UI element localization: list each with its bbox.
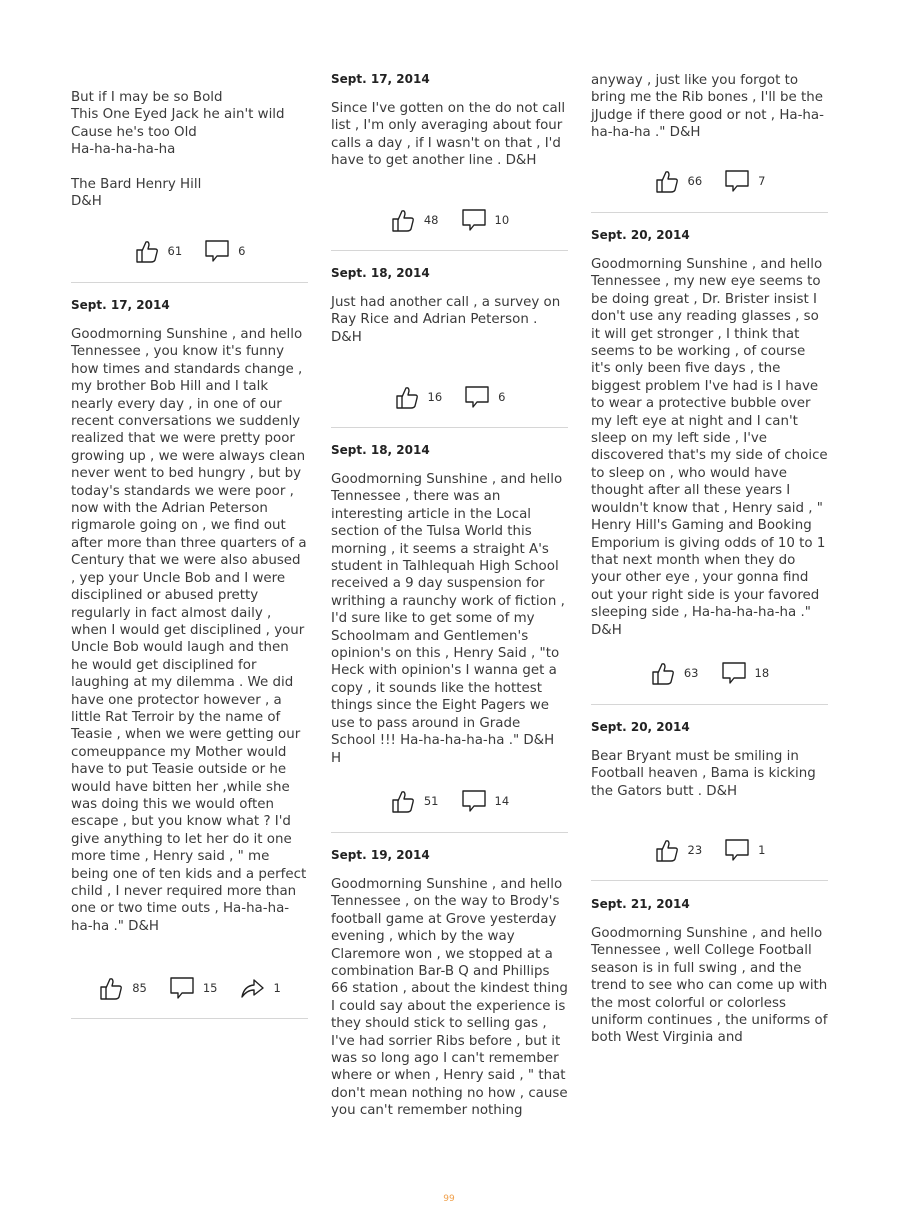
post-date: Sept. 21, 2014	[591, 897, 690, 911]
post-actions	[331, 786, 568, 816]
post	[591, 228, 828, 639]
post	[331, 266, 568, 346]
like-button[interactable]	[654, 168, 703, 194]
divider	[71, 1018, 308, 1019]
share-button[interactable]	[239, 975, 280, 1001]
divider	[331, 832, 568, 833]
like-button[interactable]	[98, 975, 147, 1001]
like-count: 63	[683, 666, 699, 680]
page-number: 99	[443, 1194, 455, 1204]
post-body: Goodmorning Sunshine , and hello Tennessee , well College Football season is in full swing , and the trend to see who can come up with the most colorful or colorless uniform continues , the uniforms of both West Virginia and	[591, 926, 828, 1046]
post-body: Bear Bryant must be smiling in Football heaven , Bama is kicking the Gators butt . D&H	[591, 749, 816, 799]
comment-button[interactable]	[461, 207, 510, 233]
post-actions	[71, 236, 308, 266]
like-count: 66	[687, 174, 703, 188]
post-actions	[331, 205, 568, 235]
post-date: Sept. 19, 2014	[331, 848, 430, 862]
post-continued	[71, 89, 308, 211]
like-button[interactable]	[650, 660, 699, 686]
comment-button[interactable]	[721, 660, 770, 686]
share-count: 1	[273, 981, 281, 995]
comment-count: 10	[494, 213, 510, 227]
like-count: 51	[423, 794, 439, 808]
comment-count: 1	[758, 843, 766, 857]
post	[331, 72, 568, 170]
share-arrow-icon	[239, 975, 265, 1001]
post-body: Goodmorning Sunshine , and hello Tennessee , my new eye seems to be doing great , Dr. Brister insist I don't use any reading glasses , so it will get stronger , I think that seems to be working , of course it's only been five days , the biggest problem I've had is I have to wear a protective bubble over my left eye at night and I can't sleep on my left side , I've discovered that's my side of choice to sleep on , who would have thought after all these years I wouldn't know that , Henry said , " Henry Hill's Gaming and Booking Emporium is giving odds of 10 to 1 that next month when they do your other eye , your gonna find out your right side is your favored sleeping side , Ha-ha-ha-ha-ha ." D&H	[591, 257, 828, 638]
comment-count: 18	[754, 666, 770, 680]
comment-count: 15	[202, 981, 218, 995]
speech-bubble-icon	[169, 975, 195, 1001]
post-body: anyway , just like you forgot to bring me the Rib bones , I'll be the jJudge if there good or not , Ha-ha-ha-ha-ha ." D&H	[591, 73, 824, 141]
like-count: 61	[167, 244, 183, 258]
post-date: Sept. 20, 2014	[591, 720, 690, 734]
post-body: Just had another call , a survey on Ray Rice and Adrian Peterson . D&H	[331, 295, 561, 345]
post-continued	[591, 72, 828, 142]
thumbs-up-icon	[654, 837, 680, 863]
comment-button[interactable]	[204, 238, 245, 264]
post-actions	[331, 382, 568, 412]
comment-button[interactable]	[724, 168, 765, 194]
comment-button[interactable]	[724, 837, 765, 863]
post	[331, 848, 568, 1120]
post-actions	[591, 658, 828, 688]
post-body: Goodmorning Sunshine , and hello Tennessee , on the way to Brody's football game at Grove yesterday evening , which by the way Claremore won , we stopped at a combination Bar-B Q and Phillips 66 station , about the kindest thing I could say about the experience is they should stick to selling gas , I've had sorrier Ribs before , but it was so long ago I can't remember where or when , Henry said , " that don't mean nothing no how , cause you can't remember nothing	[331, 877, 568, 1119]
post	[331, 443, 568, 767]
post-body: But if I may be so Bold This One Eyed Jack he ain't wild Cause he's too Old Ha-ha-ha-ha-ha The Bard Henry Hill D&H	[71, 90, 285, 210]
comment-count: 6	[498, 390, 506, 404]
post	[591, 897, 828, 1047]
speech-bubble-icon	[724, 168, 750, 194]
like-count: 23	[687, 843, 703, 857]
speech-bubble-icon	[721, 660, 747, 686]
divider	[331, 250, 568, 251]
post-date: Sept. 18, 2014	[331, 266, 430, 280]
speech-bubble-icon	[461, 788, 487, 814]
like-button[interactable]	[394, 384, 443, 410]
post-body: Since I've gotten on the do not call list , I'm only averaging about four calls a day , if I wasn't on that , I'd have to get another line . D&H	[331, 101, 566, 169]
like-count: 85	[132, 981, 147, 995]
comment-button[interactable]	[461, 788, 510, 814]
comment-count: 14	[494, 794, 510, 808]
post-body: Goodmorning Sunshine , and hello Tennessee , you know it's funny how times and standards change , my brother Bob Hill and I talk nearly every day , in one of our recent conversations we suddenly realized that we were pretty poor growing up , we were always clean never went to bed hungry , but by today's standards we were poor , now with the Adrian Peterson rigmarole going on , we find out after more than three quarters of a Century that we were also abused , yep your Uncle Bob and I were disciplined or abused pretty regularly in fact almost daily , when I would get disciplined , your Uncle Bob would laugh and then he would get disciplined for laughing at my dilemma . We did have one protector however , a little Rat Terroir by the name of Teasie , when we were getting our comeuppance my Mother would have to put Teasie outside or he would have bitten her ,while she was doing this we would often escape , but you know what ? I'd give anything to let her do it one more time , Henry said , " me being one of ten kids and a perfect child , I never required more than one or two time outs , Ha-ha-ha-ha-ha ." D&H	[71, 327, 307, 934]
post-date: Sept. 20, 2014	[591, 228, 690, 242]
thumbs-up-icon	[390, 788, 416, 814]
speech-bubble-icon	[461, 207, 487, 233]
divider	[71, 282, 308, 283]
thumbs-up-icon	[98, 975, 124, 1001]
comment-button[interactable]	[464, 384, 505, 410]
post-actions	[591, 835, 828, 865]
like-count: 16	[427, 390, 443, 404]
speech-bubble-icon	[204, 238, 230, 264]
post-actions	[591, 166, 828, 196]
like-button[interactable]	[390, 788, 439, 814]
thumbs-up-icon	[134, 238, 160, 264]
speech-bubble-icon	[724, 837, 750, 863]
post-date: Sept. 17, 2014	[331, 72, 430, 86]
post-date: Sept. 18, 2014	[331, 443, 430, 457]
like-count: 48	[423, 213, 439, 227]
like-button[interactable]	[134, 238, 183, 264]
like-button[interactable]	[390, 207, 439, 233]
divider	[331, 427, 568, 428]
thumbs-up-icon	[654, 168, 680, 194]
thumbs-up-icon	[390, 207, 416, 233]
divider	[591, 880, 828, 881]
post	[591, 720, 828, 800]
thumbs-up-icon	[650, 660, 676, 686]
divider	[591, 212, 828, 213]
divider	[591, 704, 828, 705]
post-body: Goodmorning Sunshine , and hello Tennessee , there was an interesting article in the Local section of the Tulsa World this morning , it seems a straight A's student in Talhlequah High School received a 9 day suspension for writhing a raunchy work of fiction , I'd sure like to get some of my Schoolmam and Gentlemen's opinion's on this , Henry Said , "to Heck with opinion's I wanna get a copy , it sounds like the hottest things since the Eight Pagers we use to pass around in Grade School !!! Ha-ha-ha-ha-ha ." D&H H	[331, 472, 565, 766]
comment-count: 6	[238, 244, 246, 258]
like-button[interactable]	[654, 837, 703, 863]
comment-button[interactable]	[169, 975, 218, 1001]
speech-bubble-icon	[464, 384, 490, 410]
post-actions	[71, 973, 308, 1003]
comment-count: 7	[758, 174, 766, 188]
post-date: Sept. 17, 2014	[71, 298, 170, 312]
post	[71, 298, 308, 935]
thumbs-up-icon	[394, 384, 420, 410]
